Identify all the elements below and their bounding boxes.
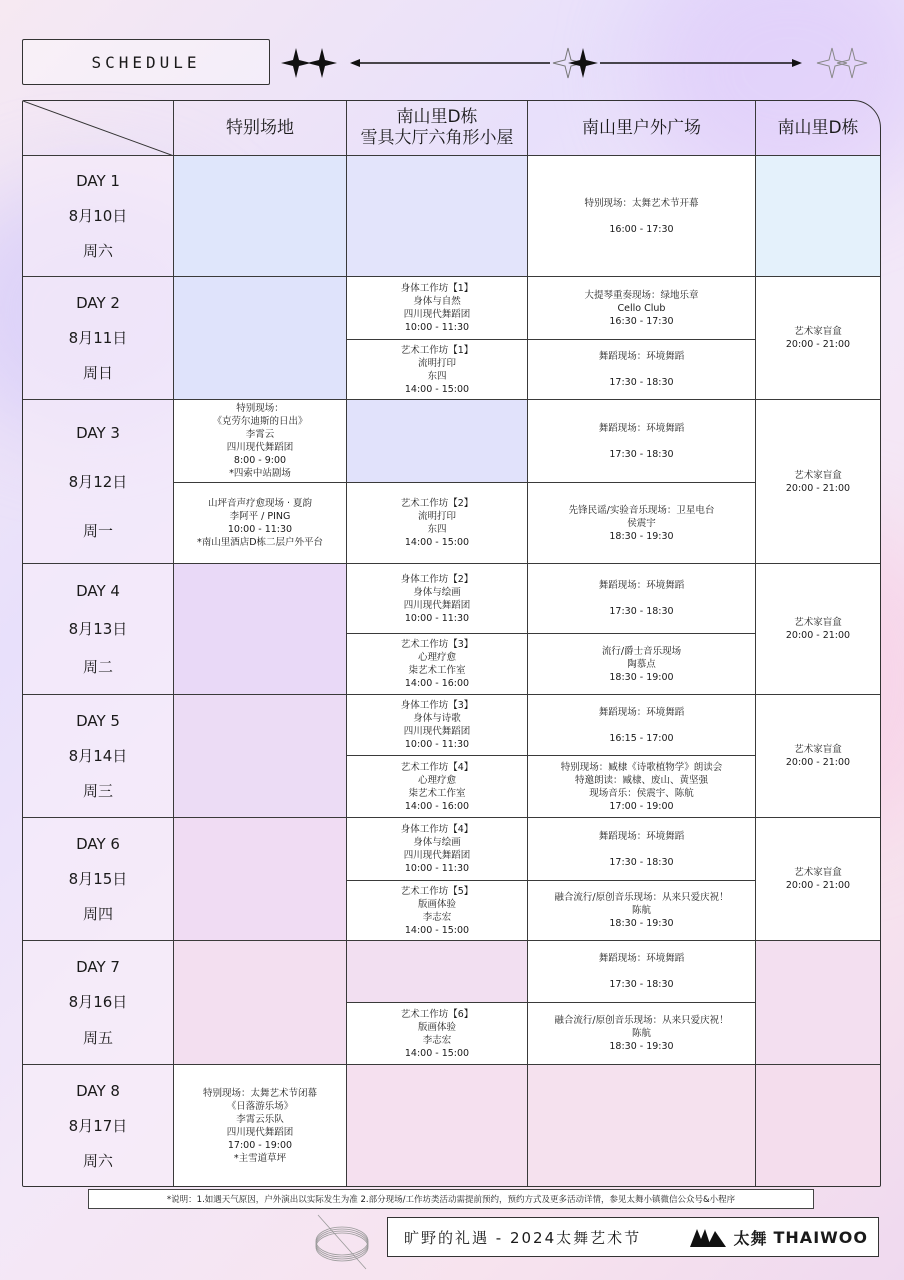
event-poetry-reading: 特别现场：臧棣《诗歌植物学》朗读会 特邀朗读：臧棣、废山、黄坚强 现场音乐：侯震宇、陈航 17:00 - 19:00 bbox=[528, 756, 756, 818]
event-dance: 舞蹈现场：环境舞蹈 17:30 - 18:30 bbox=[528, 818, 756, 881]
corner-cell bbox=[23, 101, 174, 156]
day-label: DAY 4 8月13日 周二 bbox=[23, 564, 174, 695]
event-art-workshop-4: 艺术工作坊【4】 心理疗愈 柒艺术工作室 14:00 - 16:00 bbox=[347, 756, 528, 818]
event-dance: 舞蹈现场：环境舞蹈 17:30 - 18:30 bbox=[528, 941, 756, 1003]
brand-cn: 太舞 bbox=[733, 1228, 768, 1248]
day-label: DAY 2 8月11日 周日 bbox=[23, 277, 174, 400]
mountain-logo-icon bbox=[689, 1226, 727, 1248]
event-sound-healing: 山坪音声疗愈现场 · 夏韵 李阿平 / PING 10:00 - 11:30 *南山里酒店D栋二层户外平台 bbox=[174, 483, 347, 564]
footnote: *说明：1.如遇天气原因，户外演出以实际发生为准 2.部分现场/工作坊类活动需提前预约，预约方式及更多活动详情，参见太舞小镇微信公众号&小程序 bbox=[88, 1189, 814, 1209]
event-art-workshop-6: 艺术工作坊【6】 版画体验 李志宏 14:00 - 15:00 bbox=[347, 1003, 528, 1065]
day-label: DAY 3 8月12日 周一 bbox=[23, 400, 174, 564]
event-jazz: 流行/爵士音乐现场 陶慕点 18:30 - 19:00 bbox=[528, 634, 756, 695]
venue-header-building-d: 南山里D栋 bbox=[756, 101, 880, 156]
slogan: 旷野的礼遇 - 2024太舞艺术节 bbox=[404, 1228, 642, 1247]
venue-header-special: 特别场地 bbox=[174, 101, 347, 156]
empty-slot bbox=[347, 1065, 528, 1186]
event-body-workshop-1: 身体工作坊【1】 身体与自然 四川现代舞蹈团 10:00 - 11:30 bbox=[347, 277, 528, 340]
star-arrow-decoration bbox=[278, 40, 878, 88]
star-icon bbox=[568, 48, 598, 78]
day-label: DAY 6 8月15日 周四 bbox=[23, 818, 174, 941]
event-sunrise: 特别现场： 《克劳尔迪斯的日出》 李霄云 四川现代舞蹈团 8:00 - 9:00 *四索中站剧场 bbox=[174, 400, 347, 483]
empty-slot bbox=[174, 564, 347, 695]
star-outline-icon bbox=[837, 48, 867, 78]
empty-slot bbox=[174, 818, 347, 941]
event-fusion-music: 融合流行/原创音乐现场：从来只爱庆祝！ 陈航 18:30 - 19:30 bbox=[528, 881, 756, 941]
event-closing: 特别现场：太舞艺术节闭幕 《日落游乐场》 李霄云乐队 四川现代舞蹈团 17:00 - 19:00 *主雪道草坪 bbox=[174, 1065, 347, 1186]
empty-slot bbox=[174, 695, 347, 818]
event-fusion-music: 融合流行/原创音乐现场：从来只爱庆祝！ 陈航 18:30 - 19:30 bbox=[528, 1003, 756, 1065]
footer-banner bbox=[387, 1217, 879, 1257]
empty-slot bbox=[528, 1065, 756, 1186]
day-label: DAY 7 8月16日 周五 bbox=[23, 941, 174, 1065]
event-artist-blindbox: 艺术家盲盒 20:00 - 21:00 bbox=[756, 400, 880, 564]
empty-slot bbox=[174, 941, 347, 1065]
empty-slot bbox=[347, 400, 528, 483]
event-body-workshop-2: 身体工作坊【2】 身体与绘画 四川现代舞蹈团 10:00 - 11:30 bbox=[347, 564, 528, 634]
schedule-table bbox=[22, 100, 881, 1187]
brand-logo bbox=[689, 1226, 868, 1249]
day-label: DAY 8 8月17日 周六 bbox=[23, 1065, 174, 1186]
event-artist-blindbox: 艺术家盲盒 20:00 - 21:00 bbox=[756, 695, 880, 818]
event-art-workshop-2: 艺术工作坊【2】 流明打印 东四 14:00 - 15:00 bbox=[347, 483, 528, 564]
empty-slot bbox=[174, 156, 347, 277]
event-art-workshop-1: 艺术工作坊【1】 流明打印 东四 14:00 - 15:00 bbox=[347, 340, 528, 400]
day-label: DAY 5 8月14日 周三 bbox=[23, 695, 174, 818]
brand-en: THAIWOO bbox=[773, 1227, 868, 1247]
empty-slot bbox=[756, 1065, 880, 1186]
star-icon bbox=[281, 48, 311, 78]
event-art-workshop-5: 艺术工作坊【5】 版画体验 李志宏 14:00 - 15:00 bbox=[347, 881, 528, 941]
event-cello: 大提琴重奏现场：绿地乐章 Cello Club 16:30 - 17:30 bbox=[528, 277, 756, 340]
diagonal-line bbox=[23, 101, 174, 156]
event-folk-music: 先锋民谣/实验音乐现场：卫星电台 侯震宇 18:30 - 19:30 bbox=[528, 483, 756, 564]
schedule-title: SCHEDULE bbox=[22, 39, 270, 85]
event-dance: 舞蹈现场：环境舞蹈 16:15 - 17:00 bbox=[528, 695, 756, 756]
event-body-workshop-3: 身体工作坊【3】 身体与诗歌 四川现代舞蹈团 10:00 - 11:30 bbox=[347, 695, 528, 756]
star-icon bbox=[307, 48, 337, 78]
event-body-workshop-4: 身体工作坊【4】 身体与绘画 四川现代舞蹈团 10:00 - 11:30 bbox=[347, 818, 528, 881]
empty-slot bbox=[347, 941, 528, 1003]
empty-slot bbox=[174, 277, 347, 400]
venue-header-plaza: 南山里户外广场 bbox=[528, 101, 756, 156]
empty-slot bbox=[756, 156, 880, 277]
event-dance: 舞蹈现场：环境舞蹈 17:30 - 18:30 bbox=[528, 400, 756, 483]
event-artist-blindbox: 艺术家盲盒 20:00 - 21:00 bbox=[756, 818, 880, 941]
day-label: DAY 1 8月10日 周六 bbox=[23, 156, 174, 277]
venue-header-cabin: 南山里D栋 雪具大厅六角形小屋 bbox=[347, 101, 528, 156]
event-artist-blindbox: 艺术家盲盒 20:00 - 21:00 bbox=[756, 277, 880, 400]
event-dance: 舞蹈现场：环境舞蹈 17:30 - 18:30 bbox=[528, 340, 756, 400]
orbit-decoration bbox=[300, 1205, 380, 1275]
empty-slot bbox=[756, 941, 880, 1065]
empty-slot bbox=[347, 156, 528, 277]
star-outline-icon bbox=[817, 48, 847, 78]
event-art-workshop-3: 艺术工作坊【3】 心理疗愈 柒艺术工作室 14:00 - 16:00 bbox=[347, 634, 528, 695]
event-dance: 舞蹈现场：环境舞蹈 17:30 - 18:30 bbox=[528, 564, 756, 634]
event-artist-blindbox: 艺术家盲盒 20:00 - 21:00 bbox=[756, 564, 880, 695]
event-opening: 特别现场：太舞艺术节开幕 16:00 - 17:30 bbox=[528, 156, 756, 277]
